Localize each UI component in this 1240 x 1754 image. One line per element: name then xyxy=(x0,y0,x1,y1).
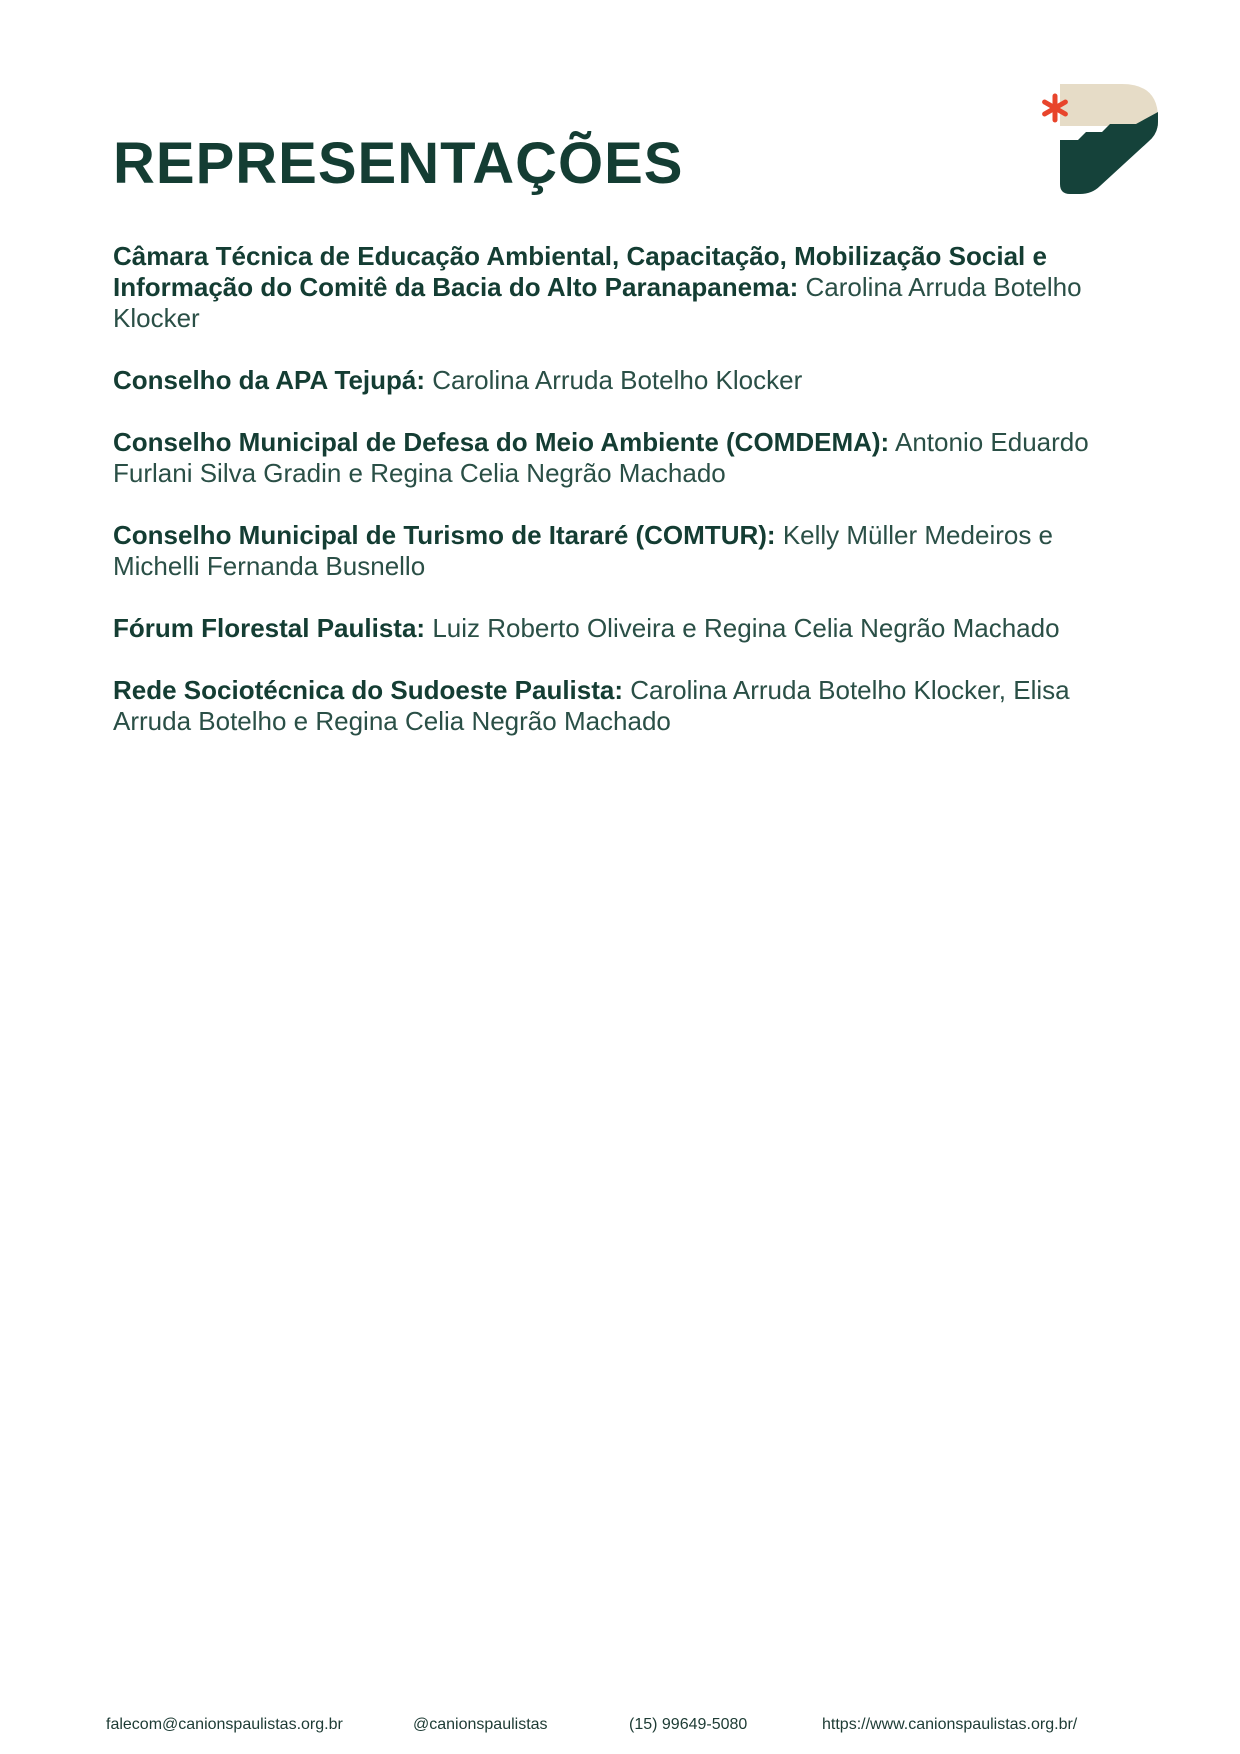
footer-email-link[interactable]: falecom@canionspaulistas.org.br xyxy=(106,1716,343,1733)
council-name: Conselho Municipal de Defesa do Meio Ambiente (COMDEMA): xyxy=(113,427,890,457)
representatives: Carolina Arruda Botelho Klocker xyxy=(432,365,803,395)
council-name: Fórum Florestal Paulista: xyxy=(113,613,426,643)
council-name: Conselho da APA Tejupá: xyxy=(113,365,426,395)
list-item xyxy=(113,241,1113,334)
representatives: Carolina Arruda Botelho Klocker xyxy=(113,272,1082,333)
representatives: Kelly Müller Medeiros e Michelli Fernanda Busnello xyxy=(113,520,1054,581)
representatives: Antonio Eduardo Furlani Silva Gradin e Regina Celia Negrão Machado xyxy=(113,427,1089,488)
representatives: Luiz Roberto Oliveira e Regina Celia Negrão Machado xyxy=(432,613,1060,643)
footer-website-link[interactable]: https://www.canionspaulistas.org.br/ xyxy=(822,1716,1078,1733)
canions-paulistas-logo-icon xyxy=(1040,82,1160,196)
list-item xyxy=(113,427,1113,489)
council-name: Rede Sociotécnica do Sudoeste Paulista: xyxy=(113,675,624,705)
page-footer xyxy=(0,1716,1240,1740)
list-item xyxy=(113,520,1113,582)
list-item xyxy=(113,365,1113,396)
council-name: Câmara Técnica de Educação Ambiental, Capacitação, Mobilização Social e Informação do Comitê da Bacia do Alto Paranapanema: xyxy=(113,241,1047,302)
footer-social-handle[interactable]: @canionspaulistas xyxy=(413,1716,548,1733)
representations-list xyxy=(113,241,1113,768)
list-item xyxy=(113,675,1113,737)
council-name: Conselho Municipal de Turismo de Itararé (COMTUR): xyxy=(113,520,776,550)
page-title: REPRESENTAÇÕES xyxy=(113,131,684,196)
footer-phone: (15) 99649-5080 xyxy=(629,1716,748,1733)
list-item xyxy=(113,613,1113,644)
representatives: Carolina Arruda Botelho Klocker, Elisa Arruda Botelho e Regina Celia Negrão Machado xyxy=(113,675,1070,736)
